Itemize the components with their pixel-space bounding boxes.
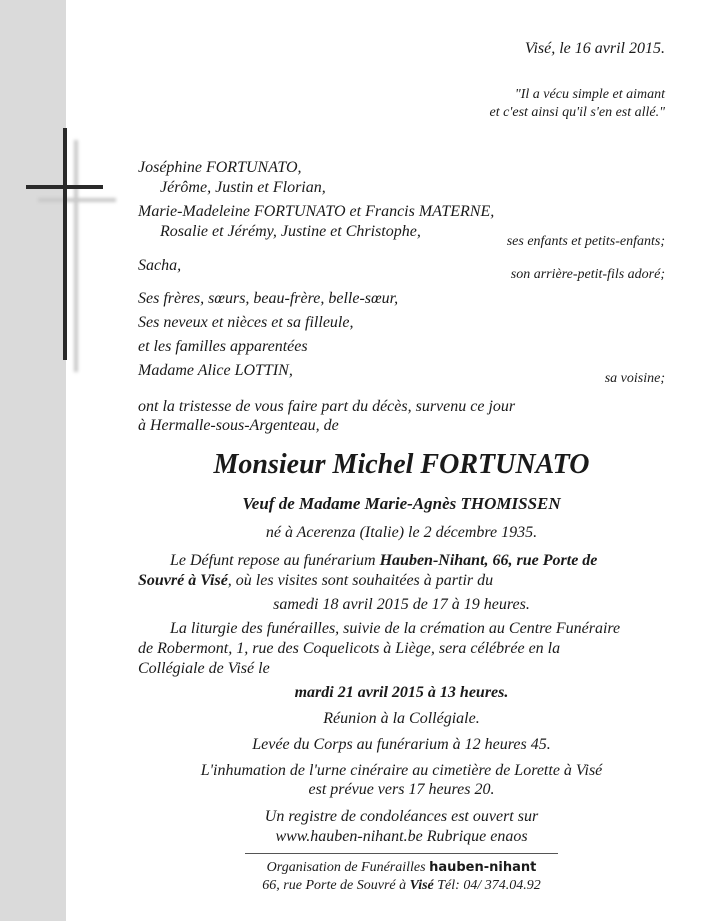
visitation-line-2 [138, 572, 493, 590]
footer-address [138, 878, 665, 894]
widower-line: Veuf de Madame Marie-Agnès THOMISSEN [242, 494, 561, 513]
condolences-link[interactable]: www.hauben-nihant.be Rubrique enaos [275, 828, 528, 845]
quote-line-2: et c'est ainsi qu'il s'en est allé." [489, 105, 665, 120]
condolences-line-1: Un registre de condoléances est ouvert sur [264, 808, 539, 825]
family-line-8: et les familles apparentées [138, 338, 308, 355]
levee-line: Levée du Corps au funérarium à 12 heures 45. [252, 736, 551, 753]
announcement-line-2: à Hermalle-sous-Argenteau, de [138, 417, 339, 434]
cross-horizontal-bar [26, 185, 103, 189]
funeral-home-address-a: Hauben-Nihant, 66, rue Porte de [379, 552, 598, 569]
cross-shadow-horizontal [38, 198, 116, 202]
deceased-name: Monsieur Michel FORTUNATO [213, 449, 590, 480]
place-date: Visé, le 16 avril 2015. [524, 40, 665, 57]
birth-line: né à Acerenza (Italie) le 2 décembre 1935. [265, 524, 538, 541]
family-line-9: Madame Alice LOTTIN, [138, 362, 293, 379]
family-line-6: Ses frères, sœurs, beau-frère, belle-sœur, [138, 290, 399, 307]
funeral-home-address-b: Souvré à Visé [138, 572, 228, 589]
left-grey-band [0, 0, 66, 921]
cross-shadow-vertical [74, 140, 78, 372]
footer-divider [245, 853, 558, 854]
family-line-5: Sacha, [138, 257, 182, 274]
liturgy-when: mardi 21 avril 2015 à 13 heures. [294, 684, 509, 701]
brand-logo: hauben-nihant [429, 860, 537, 875]
family-line-1: Joséphine FORTUNATO, [138, 159, 302, 176]
quote-line-1: "Il a vécu simple et aimant [514, 87, 665, 102]
visitation-when: samedi 18 avril 2015 de 17 à 19 heures. [273, 596, 530, 613]
cross-vertical-bar [63, 128, 67, 360]
note-grandson: son arrière-petit-fils adoré; [510, 267, 665, 282]
footer-city: Visé [409, 878, 434, 893]
footer-phone: Tél: 04/ 374.04.92 [433, 878, 541, 893]
visitation-intro: Le Défunt repose au funérarium [170, 552, 380, 569]
inhumation-line-2: est prévue vers 17 heures 20. [308, 781, 495, 798]
announcement-line-1: ont la tristesse de vous faire part du décès, survenu ce jour [138, 398, 516, 415]
family-line-4: Rosalie et Jérémy, Justine et Christophe, [160, 223, 421, 240]
visitation-rest: , où les visites sont souhaitées à partir du [227, 572, 494, 589]
note-neighbor: sa voisine; [604, 371, 665, 386]
inhumation-line-1: L'inhumation de l'urne cinéraire au cimetière de Lorette à Visé [200, 762, 603, 779]
visitation-line-1 [170, 552, 597, 570]
liturgy-line-1: La liturgie des funérailles, suivie de la crémation au Centre Funéraire [170, 620, 621, 637]
note-children: ses enfants et petits-enfants; [506, 234, 665, 249]
meeting-line: Réunion à la Collégiale. [323, 710, 480, 727]
family-line-3: Marie-Madeleine FORTUNATO et Francis MATERNE, [138, 203, 495, 220]
liturgy-line-3: Collégiale de Visé le [138, 660, 270, 677]
footer-organisation [138, 860, 665, 876]
footer-address-text: 66, rue Porte de Souvré à [262, 878, 410, 893]
family-line-7: Ses neveux et nièces et sa filleule, [138, 314, 354, 331]
family-line-2: Jérôme, Justin et Florian, [160, 179, 326, 196]
liturgy-line-2: de Robermont, 1, rue des Coquelicots à Liège, sera célébrée en la [138, 640, 561, 657]
footer-org-label: Organisation de Funérailles [266, 860, 430, 875]
